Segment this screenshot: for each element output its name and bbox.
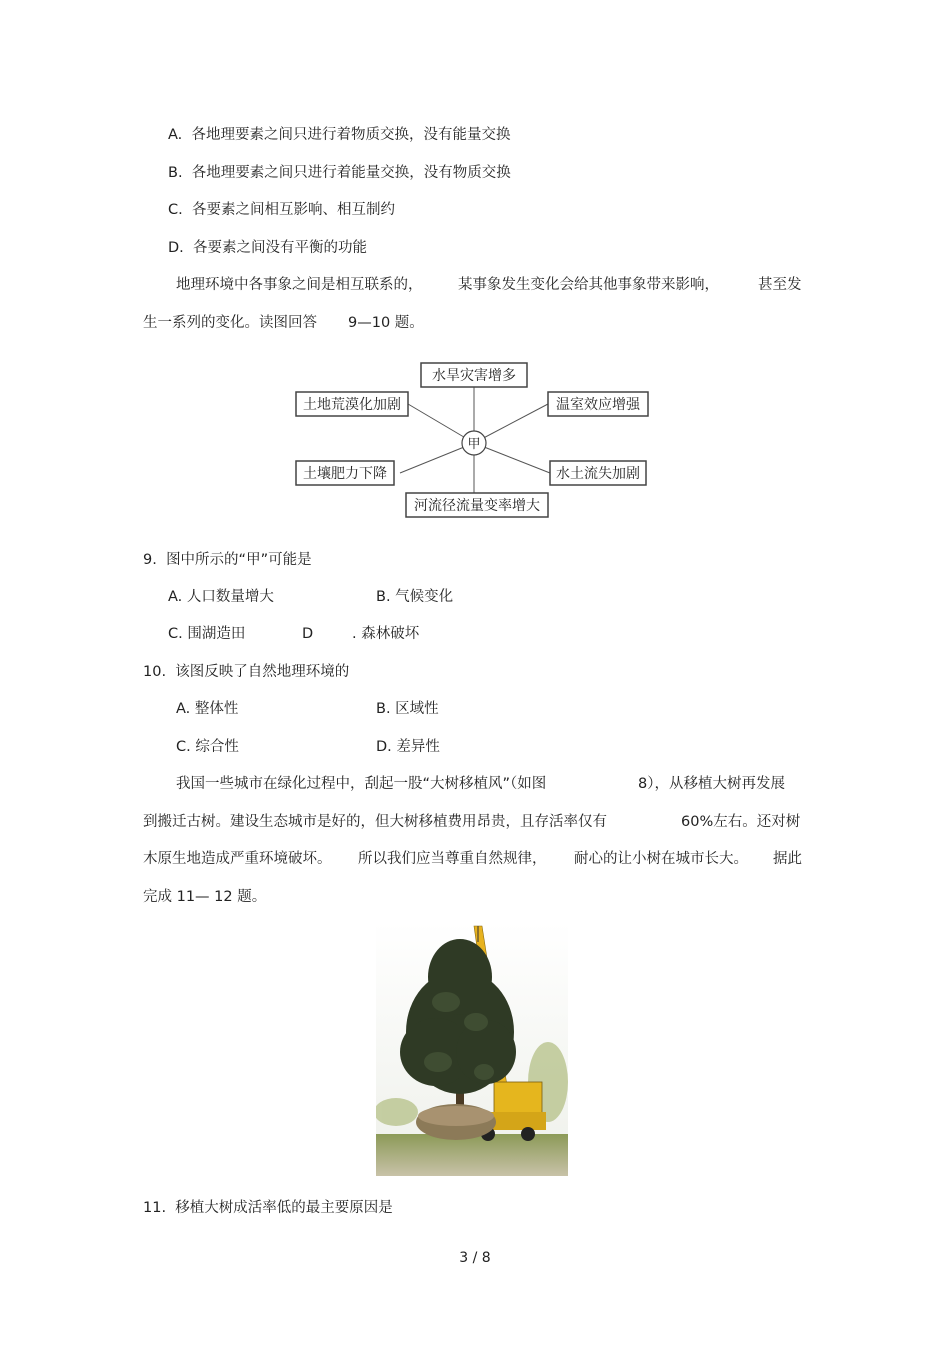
- intro-11-12-l3c: 耐心的让小树在城市长大。: [574, 851, 748, 867]
- option-text: 各要素之间相互影响、相互制约: [191, 202, 395, 218]
- q10-option-a: A. 整体性: [176, 701, 239, 717]
- box-lower-right-label: 水土流失加剧: [556, 466, 640, 482]
- center-label: 甲: [467, 437, 481, 452]
- intro-11-12-l4: 完成 11— 12 题。: [143, 889, 267, 905]
- page-number: 3 / 8: [459, 1250, 491, 1266]
- q9-option-d-letter: D: [302, 626, 314, 642]
- q9-number: 9.: [143, 552, 157, 568]
- center-node: [462, 431, 486, 455]
- intro-11-12-l3a: 木原生地造成严重环境破坏。: [143, 851, 332, 867]
- q11-number: 11.: [143, 1200, 167, 1216]
- intro-9-10-line1b: 某事象发生变化会给其他事象带来影响，: [458, 277, 719, 293]
- q8-option-a: [168, 125, 511, 145]
- intro-11-12-l1a: 我国一些城市在绿化过程中，刮起一股“大树移植风”（如图: [176, 776, 547, 792]
- intro-9-10-line1a: 地理环境中各事象之间是相互联系的，: [176, 277, 423, 293]
- option-letter: C.: [168, 202, 183, 218]
- q10-option-c: C. 综合性: [176, 739, 239, 755]
- q9-stem: 图中所示的“甲”可能是: [166, 552, 312, 568]
- q10-stem-line: [143, 662, 349, 682]
- q10-number: 10.: [143, 664, 167, 680]
- box-lower-left: [296, 461, 394, 485]
- option-text: 各要素之间没有平衡的功能: [193, 240, 367, 256]
- box-upper-right: [548, 392, 648, 416]
- q11-stem: 移植大树成活率低的最主要原因是: [175, 1200, 393, 1216]
- box-bottom-label: 河流径流量变率增大: [414, 498, 540, 514]
- intro-11-12-l3d: 据此: [773, 851, 802, 867]
- intro-11-12-l2a: 到搬迁古树。建设生态城市是好的，但大树移植费用昂贵，且存活率仅有: [143, 814, 607, 830]
- box-upper-left-label: 土地荒漠化加剧: [303, 397, 401, 413]
- intro-9-10-line1c: 甚至发: [758, 277, 802, 293]
- q8-option-d: [168, 238, 367, 258]
- q9-option-c: C. 围湖造田: [168, 626, 246, 642]
- relationship-diagram: [290, 355, 660, 530]
- box-lower-right: [550, 461, 646, 485]
- intro-9-10-line2a: 生一系列的变化。读图回答: [143, 315, 317, 331]
- box-top: [421, 363, 527, 387]
- intro-11-12-l1b: 8），从移植大树再发展: [638, 776, 785, 792]
- option-letter: D.: [168, 240, 184, 256]
- box-bottom: [406, 493, 548, 517]
- q9-option-a: A. 人口数量增大: [168, 589, 274, 605]
- q9-option-b: B. 气候变化: [376, 589, 454, 605]
- q10-option-d: D. 差异性: [376, 739, 440, 755]
- box-upper-left: [296, 392, 408, 416]
- box-upper-right-label: 温室效应增强: [556, 397, 640, 413]
- q8-option-c: [168, 200, 395, 220]
- tree-transplant-photo: [376, 922, 568, 1176]
- q10-stem: 该图反映了自然地理环境的: [175, 664, 350, 680]
- q9-stem-line: [143, 550, 312, 570]
- intro-11-12-l2b: 60%左右。还对树: [681, 814, 801, 830]
- option-letter: A.: [168, 127, 183, 143]
- q9-option-d-text: . 森林破坏: [352, 626, 420, 642]
- option-text: 各地理要素之间只进行着物质交换，没有能量交换: [191, 127, 511, 143]
- option-text: 各地理要素之间只进行着能量交换，没有物质交换: [191, 165, 511, 181]
- q11-stem-line: [143, 1198, 393, 1218]
- intro-9-10-line2b: 9—10 题。: [348, 315, 424, 331]
- option-letter: B.: [168, 165, 183, 181]
- q8-option-b: [168, 163, 511, 183]
- intro-11-12-l3b: 所以我们应当尊重自然规律，: [358, 851, 547, 867]
- box-lower-left-label: 土壤肥力下降: [303, 466, 387, 482]
- q10-option-b: B. 区域性: [376, 701, 439, 717]
- box-top-label: 水旱灾害增多: [432, 368, 516, 384]
